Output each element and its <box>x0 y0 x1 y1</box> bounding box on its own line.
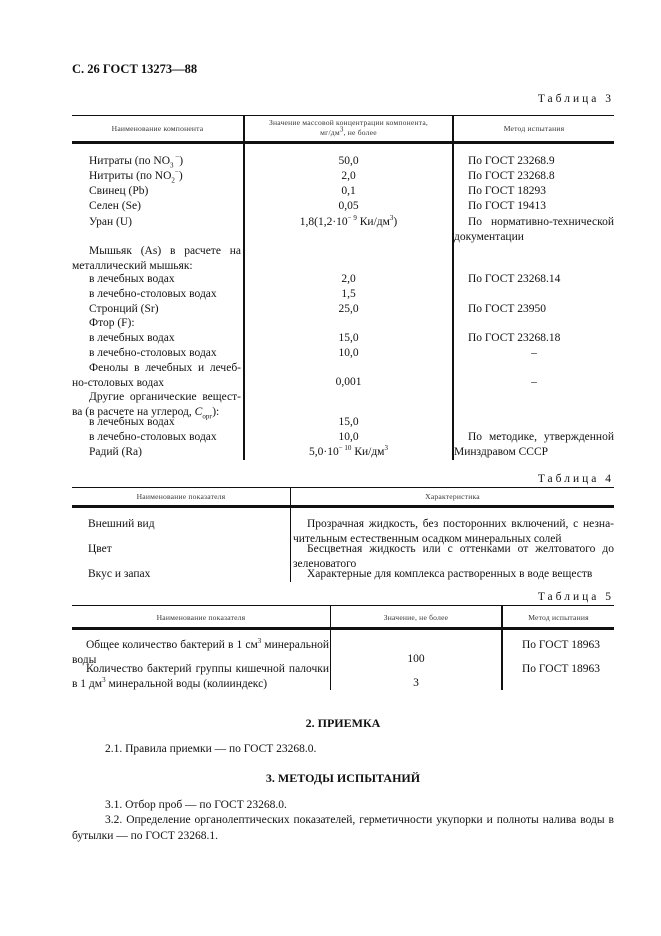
table-cell: – <box>531 376 537 388</box>
table-cell: $1,8(1,2\cdot 10^{- 9}$ $Ки/дм^3$) <box>299 214 398 228</box>
column-header: Наименование показателя <box>136 492 226 501</box>
paragraph: 2.1. Правила приемки — по ГОСТ 23268.0. <box>105 743 317 755</box>
table-cell: 10,0 <box>338 431 359 443</box>
table-cell: По ГОСТ 23268.14 <box>468 273 561 285</box>
table-cell: в лечебно-столовых водах <box>89 431 217 443</box>
table-cell: По ГОСТ 18293 <box>468 185 547 197</box>
table-cell: По ГОСТ 19413 <box>468 200 547 212</box>
table-cell: 50,0 <box>338 155 359 167</box>
table-cell: По ГОСТ 23268.18 <box>468 332 561 344</box>
column-header: Значение, не более <box>383 613 449 622</box>
table-cell: в лечебных водах <box>89 273 175 285</box>
table-caption: Таблица 4 <box>537 473 614 485</box>
page-header: С. 26 ГОСТ 13273—88 <box>72 62 198 76</box>
column-header: Метод испытания <box>528 613 589 622</box>
column-header: Характеристика <box>425 492 480 501</box>
table-cell: 1,5 <box>341 288 356 300</box>
table-cell: Свинец (Pb) <box>89 185 149 197</box>
table-cell: 15,0 <box>338 332 359 344</box>
table-cell: Уран (U) <box>89 216 132 228</box>
table-caption: Таблица 3 <box>537 93 614 105</box>
table-cell: Фенолы в лечебных и лечеб-но-столовых водах <box>72 362 241 389</box>
section-title: 3. МЕТОДЫ ИСПЫТАНИЙ <box>265 771 421 785</box>
table-cell: По ГОСТ 18963 <box>522 663 601 675</box>
table-cell: Нитриты (по $NO_2^-$) <box>89 168 183 185</box>
table-cell: 3 <box>413 677 419 689</box>
table-cell: По ГОСТ 18963 <box>522 639 601 651</box>
table-cell: 25,0 <box>338 303 359 315</box>
table-cell: в лечебных водах <box>89 332 175 344</box>
table-cell: Вкус и запах <box>88 568 151 580</box>
paragraph: 3.2. Определение органолептических показателей, герметичности укупорки и полноты налива воды в бутылки — по ГОСТ 23268.1. <box>72 814 614 842</box>
table-cell: в лечебно-столовых водах <box>89 288 217 300</box>
paragraph: 3.1. Отбор проб — по ГОСТ 23268.0. <box>105 799 287 811</box>
table-cell: По нормативно-технической документации <box>454 216 614 243</box>
table-cell: 15,0 <box>338 416 359 428</box>
table-cell: 2,0 <box>341 273 356 285</box>
table-cell: По ГОСТ 23950 <box>468 303 547 315</box>
section-title: 2. ПРИЕМКА <box>305 716 381 730</box>
table-cell: 2,0 <box>341 170 356 182</box>
table-cell: Мышьяк (As) в расчете на металлический мышьяк: <box>72 245 241 272</box>
column-header: Значение массовой концентрации компонента, $мг/дм^3$, не более <box>268 118 428 137</box>
table-cell: 0,1 <box>341 185 356 197</box>
table-cell: По ГОСТ 23268.8 <box>468 170 555 182</box>
table-cell: По ГОСТ 23268.9 <box>468 155 555 167</box>
table-cell: Характерные для комплекса растворенных в воде веществ <box>307 568 593 580</box>
table-cell: Селен (Se) <box>89 200 141 212</box>
table-cell: Цвет <box>88 543 112 555</box>
table-cell: Стронций (Sr) <box>89 303 159 315</box>
table-cell: Внешний вид <box>88 518 155 530</box>
table-cell: Количество бактерий группы кишечной палочки в 1 $дм^3$ минеральной воды (колииндекс) <box>72 663 329 690</box>
table-cell: Другие органические вещест-ва (в расчете на углерод, $C_{орг}$): <box>72 391 241 420</box>
table-cell: в лечебных водах <box>89 416 175 428</box>
table-cell: 0,001 <box>335 376 362 388</box>
column-header: Метод испытания <box>503 124 565 133</box>
table-cell: Нитраты (по $NO_3$ −) <box>89 153 184 170</box>
table-cell: Прозрачная жидкость, без посторонних включений, с незна-чительным естественным осадком минеральных солей <box>293 518 614 545</box>
table-caption: Таблица 5 <box>537 591 614 603</box>
column-header: Наименование показателя <box>156 613 246 622</box>
table-cell: Радий (Ra) <box>89 446 142 458</box>
table-cell: Общее количество бактерий в 1 $см^3$ минеральной воды <box>72 637 329 666</box>
table-cell: 100 <box>407 653 425 665</box>
table-cell: По методике, утвержденной Минздравом СССР <box>454 431 614 458</box>
table-cell: 10,0 <box>338 347 359 359</box>
table-cell: – <box>531 347 537 359</box>
table-cell: в лечебно-столовых водах <box>89 347 217 359</box>
column-header: Наименование компонента <box>111 124 204 133</box>
table-cell: Бесцветная жидкость или с оттенками от желтоватого до зеленоватого <box>293 543 614 570</box>
table-cell: 0,05 <box>338 200 359 212</box>
table-cell: $5,0\cdot 10^{- 10}$ $Ки/дм^3$ <box>309 444 388 458</box>
table-cell: Фтор (F): <box>89 317 135 329</box>
